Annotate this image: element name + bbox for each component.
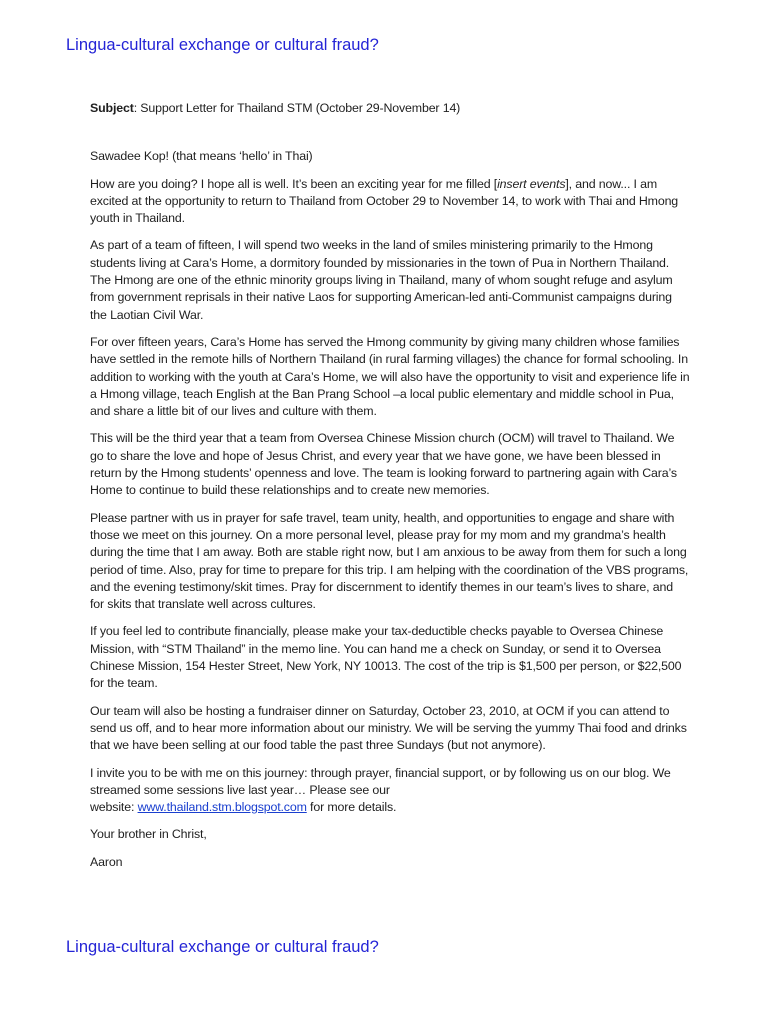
- paragraph-financial: If you feel led to contribute financially, please make your tax-deductible checks payable to Oversea Chinese Mission, with “STM Thailand” in the memo line. You can hand me a check on Sunday, or send it to Oversea Chinese Mission, 154 Hester Street, New York, NY 10013. The cost of the trip is $1,500 per person, or $22,500 for the team.: [90, 624, 682, 691]
- website-label: website:: [90, 800, 138, 815]
- document-title-top: Lingua-cultural exchange or cultural fraud?: [66, 36, 379, 54]
- paragraph-team: As part of a team of fifteen, I will spend two weeks in the land of smiles ministering primarily to the Hmong students living at Cara’s Home, a dormitory founded by missionaries in the town of Pua in Northern Thailand. The Hmong are one of the ethnic minority groups living in Thailand, many of whom sought refuge and asylum from government reprisals in their native Laos for supporting American-led anti-Communist campaigns during the Laotian Civil War.: [90, 238, 673, 322]
- greeting: Sawadee Kop! (that means ‘hello’ in Thai): [90, 149, 313, 164]
- paragraph-invite: [90, 765, 690, 817]
- blog-link[interactable]: www.thailand.stm.blogspot.com: [137, 800, 307, 815]
- paragraph-caras-home: For over fifteen years, Cara’s Home has served the Hmong community by giving many children whose families have settled in the remote hills of Northern Thailand (in rural farming villages) the chance for formal schooling. In addition to working with the youth at Cara’s Home, we will also have the opportunity to visit and experience life in a Hmong village, teach English at the Ban Prang School –a local public elementary and middle school in Pua, and share a little bit of our lives and culture with them.: [90, 334, 690, 419]
- paragraph-third-year: This will be the third year that a team from Oversea Chinese Mission church (OCM) will travel to Thailand. We go to share the love and hope of Jesus Christ, and every year that we have gone, we have been blessed in return by the Hmong students’ openness and love. The team is looking forward to partnering again with Cara’s Home to continue to build these relationships and to create new memories.: [90, 431, 677, 498]
- invite-text: I invite you to be with me on this journey: through prayer, financial support, or by following us on our blog. We streamed some sessions live last year… Please see our: [90, 765, 671, 797]
- subject-text: : Support Letter for Thailand STM (October 29-November 14): [133, 101, 461, 115]
- paragraph-intro-end: ], and now... I am excited at the opportunity to return to Thailand from October 29 to November 14, to work with Thai and Hmong youth in Thailand.: [90, 176, 679, 226]
- signature: Aaron: [90, 854, 123, 869]
- invite-end: for more details.: [306, 800, 397, 815]
- paragraph-intro-start: How are you doing? I hope all is well. It’s been an exciting year for me filled [: [90, 176, 498, 191]
- paragraph-prayer: Please partner with us in prayer for safe travel, team unity, health, and opportunities to engage and share with those we meet on this journey. On a more personal level, please pray for my mom and my grandma’s health during the time that I am away. Both are stable right now, but I am anxious to be away from them for such a long period of time. Also, pray for time to prepare for this trip. I am helping with the coordination of the VBS programs, and the evening testimony/skit times. Pray for discernment to identify themes in our team’s lives to share, and for skits that translate well across cultures.: [90, 510, 689, 612]
- subject-label: Subject: [90, 101, 134, 115]
- insert-events-placeholder: insert events: [497, 176, 566, 191]
- paragraph-fundraiser: Our team will also be hosting a fundraiser dinner on Saturday, October 23, 2010, at OCM if you can attend to send us off, and to hear more information about our ministry. We will be serving the yummy Thai food and drinks that we have been selling at our food table the past three Sundays (but not anymore).: [90, 703, 687, 753]
- subject-line: [90, 100, 690, 117]
- document-title-bottom: Lingua-cultural exchange or cultural fraud?: [66, 938, 379, 956]
- closing: Your brother in Christ,: [90, 827, 207, 842]
- support-letter: [90, 100, 690, 881]
- paragraph-intro: [90, 176, 690, 228]
